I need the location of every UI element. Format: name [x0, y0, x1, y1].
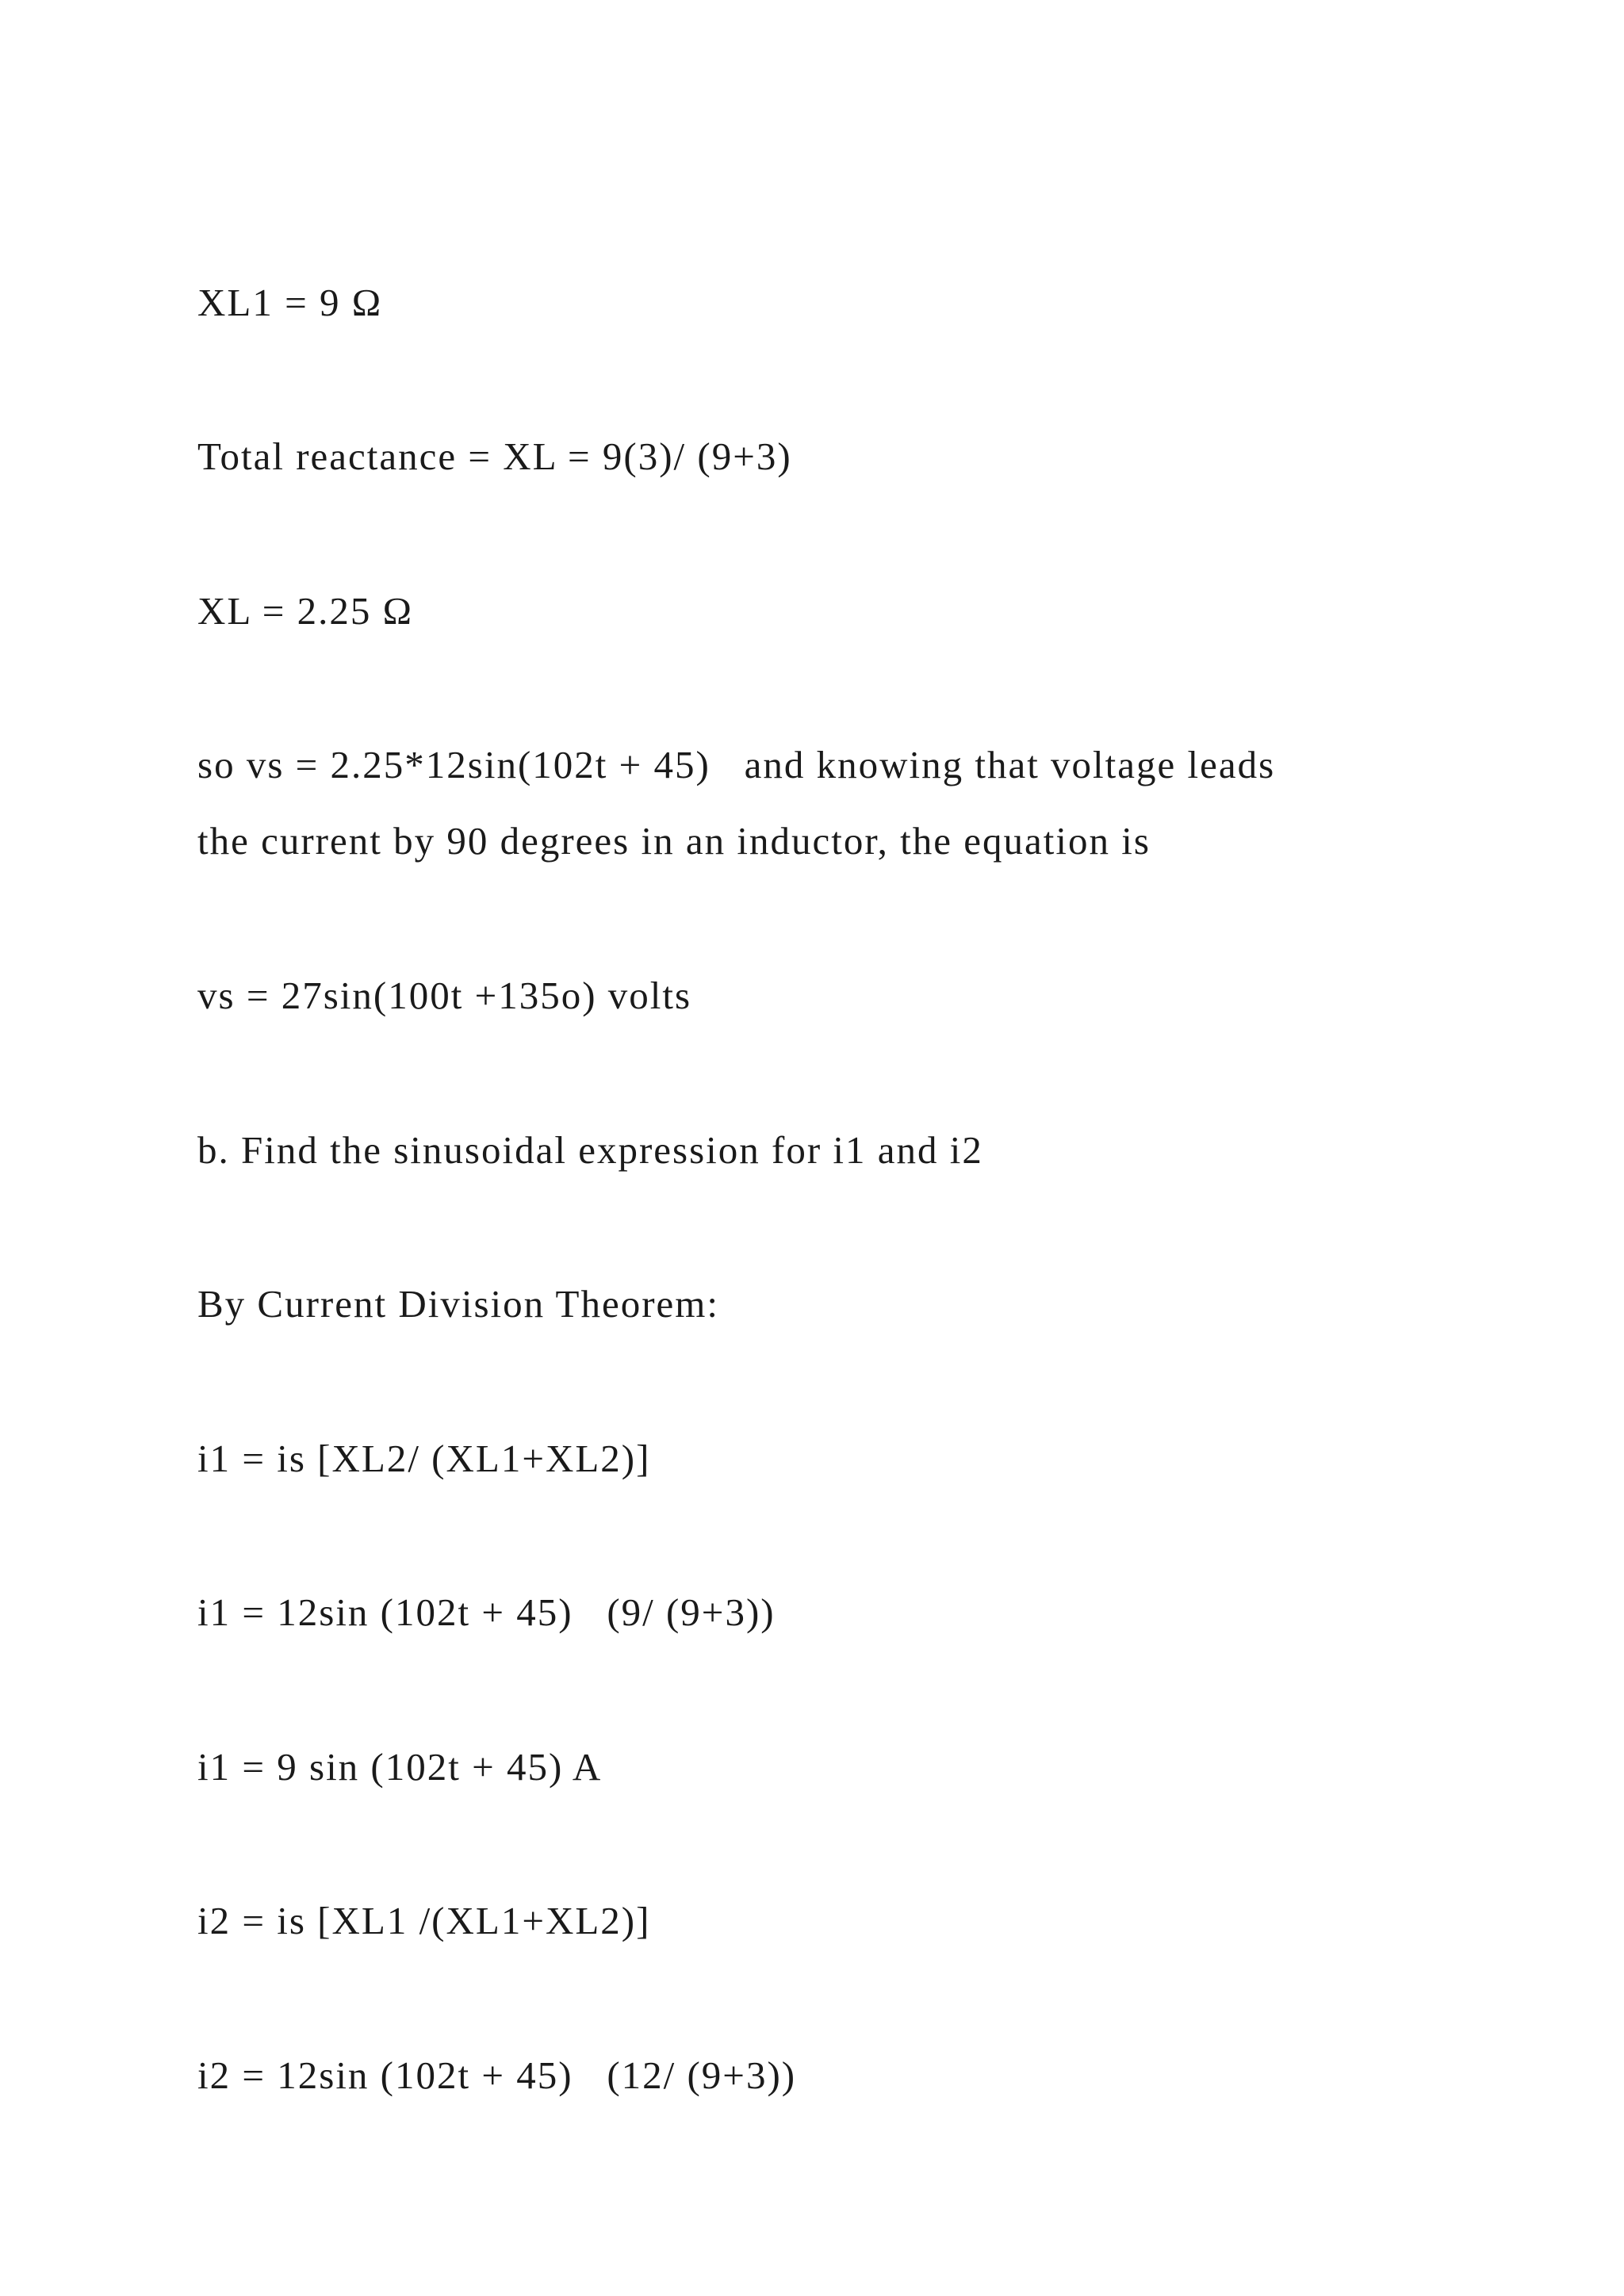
text-line: i2 = 12sin (102t + 45) (12/ (9+3)) — [197, 2053, 797, 2097]
text-line: Total reactance = XL = 9(3)/ (9+3) — [197, 434, 792, 478]
text-line: i1 = 12sin (102t + 45) (9/ (9+3)) — [197, 1590, 776, 1634]
text-line: the current by 90 degrees in an inductor, the equation is — [197, 819, 1151, 863]
text-line: so vs = 2.25*12sin(102t + 45) and knowing that voltage leads — [197, 743, 1276, 786]
text-line: b. Find the sinusoidal expression for i1 and i2 — [197, 1128, 983, 1172]
text-line: vs = 27sin(100t +135o) volts — [197, 974, 692, 1017]
text-line: By Current Division Theorem: — [197, 1282, 719, 1326]
text-line: XL = 2.25 Ω — [197, 589, 414, 633]
text-line: i1 = is [XL2/ (XL1+XL2)] — [197, 1437, 651, 1480]
text-line: i1 = 9 sin (102t + 45) A — [197, 1745, 603, 1789]
text-line: XL1 = 9 Ω — [197, 281, 383, 324]
text-line: i2 = is [XL1 /(XL1+XL2)] — [197, 1899, 651, 1942]
